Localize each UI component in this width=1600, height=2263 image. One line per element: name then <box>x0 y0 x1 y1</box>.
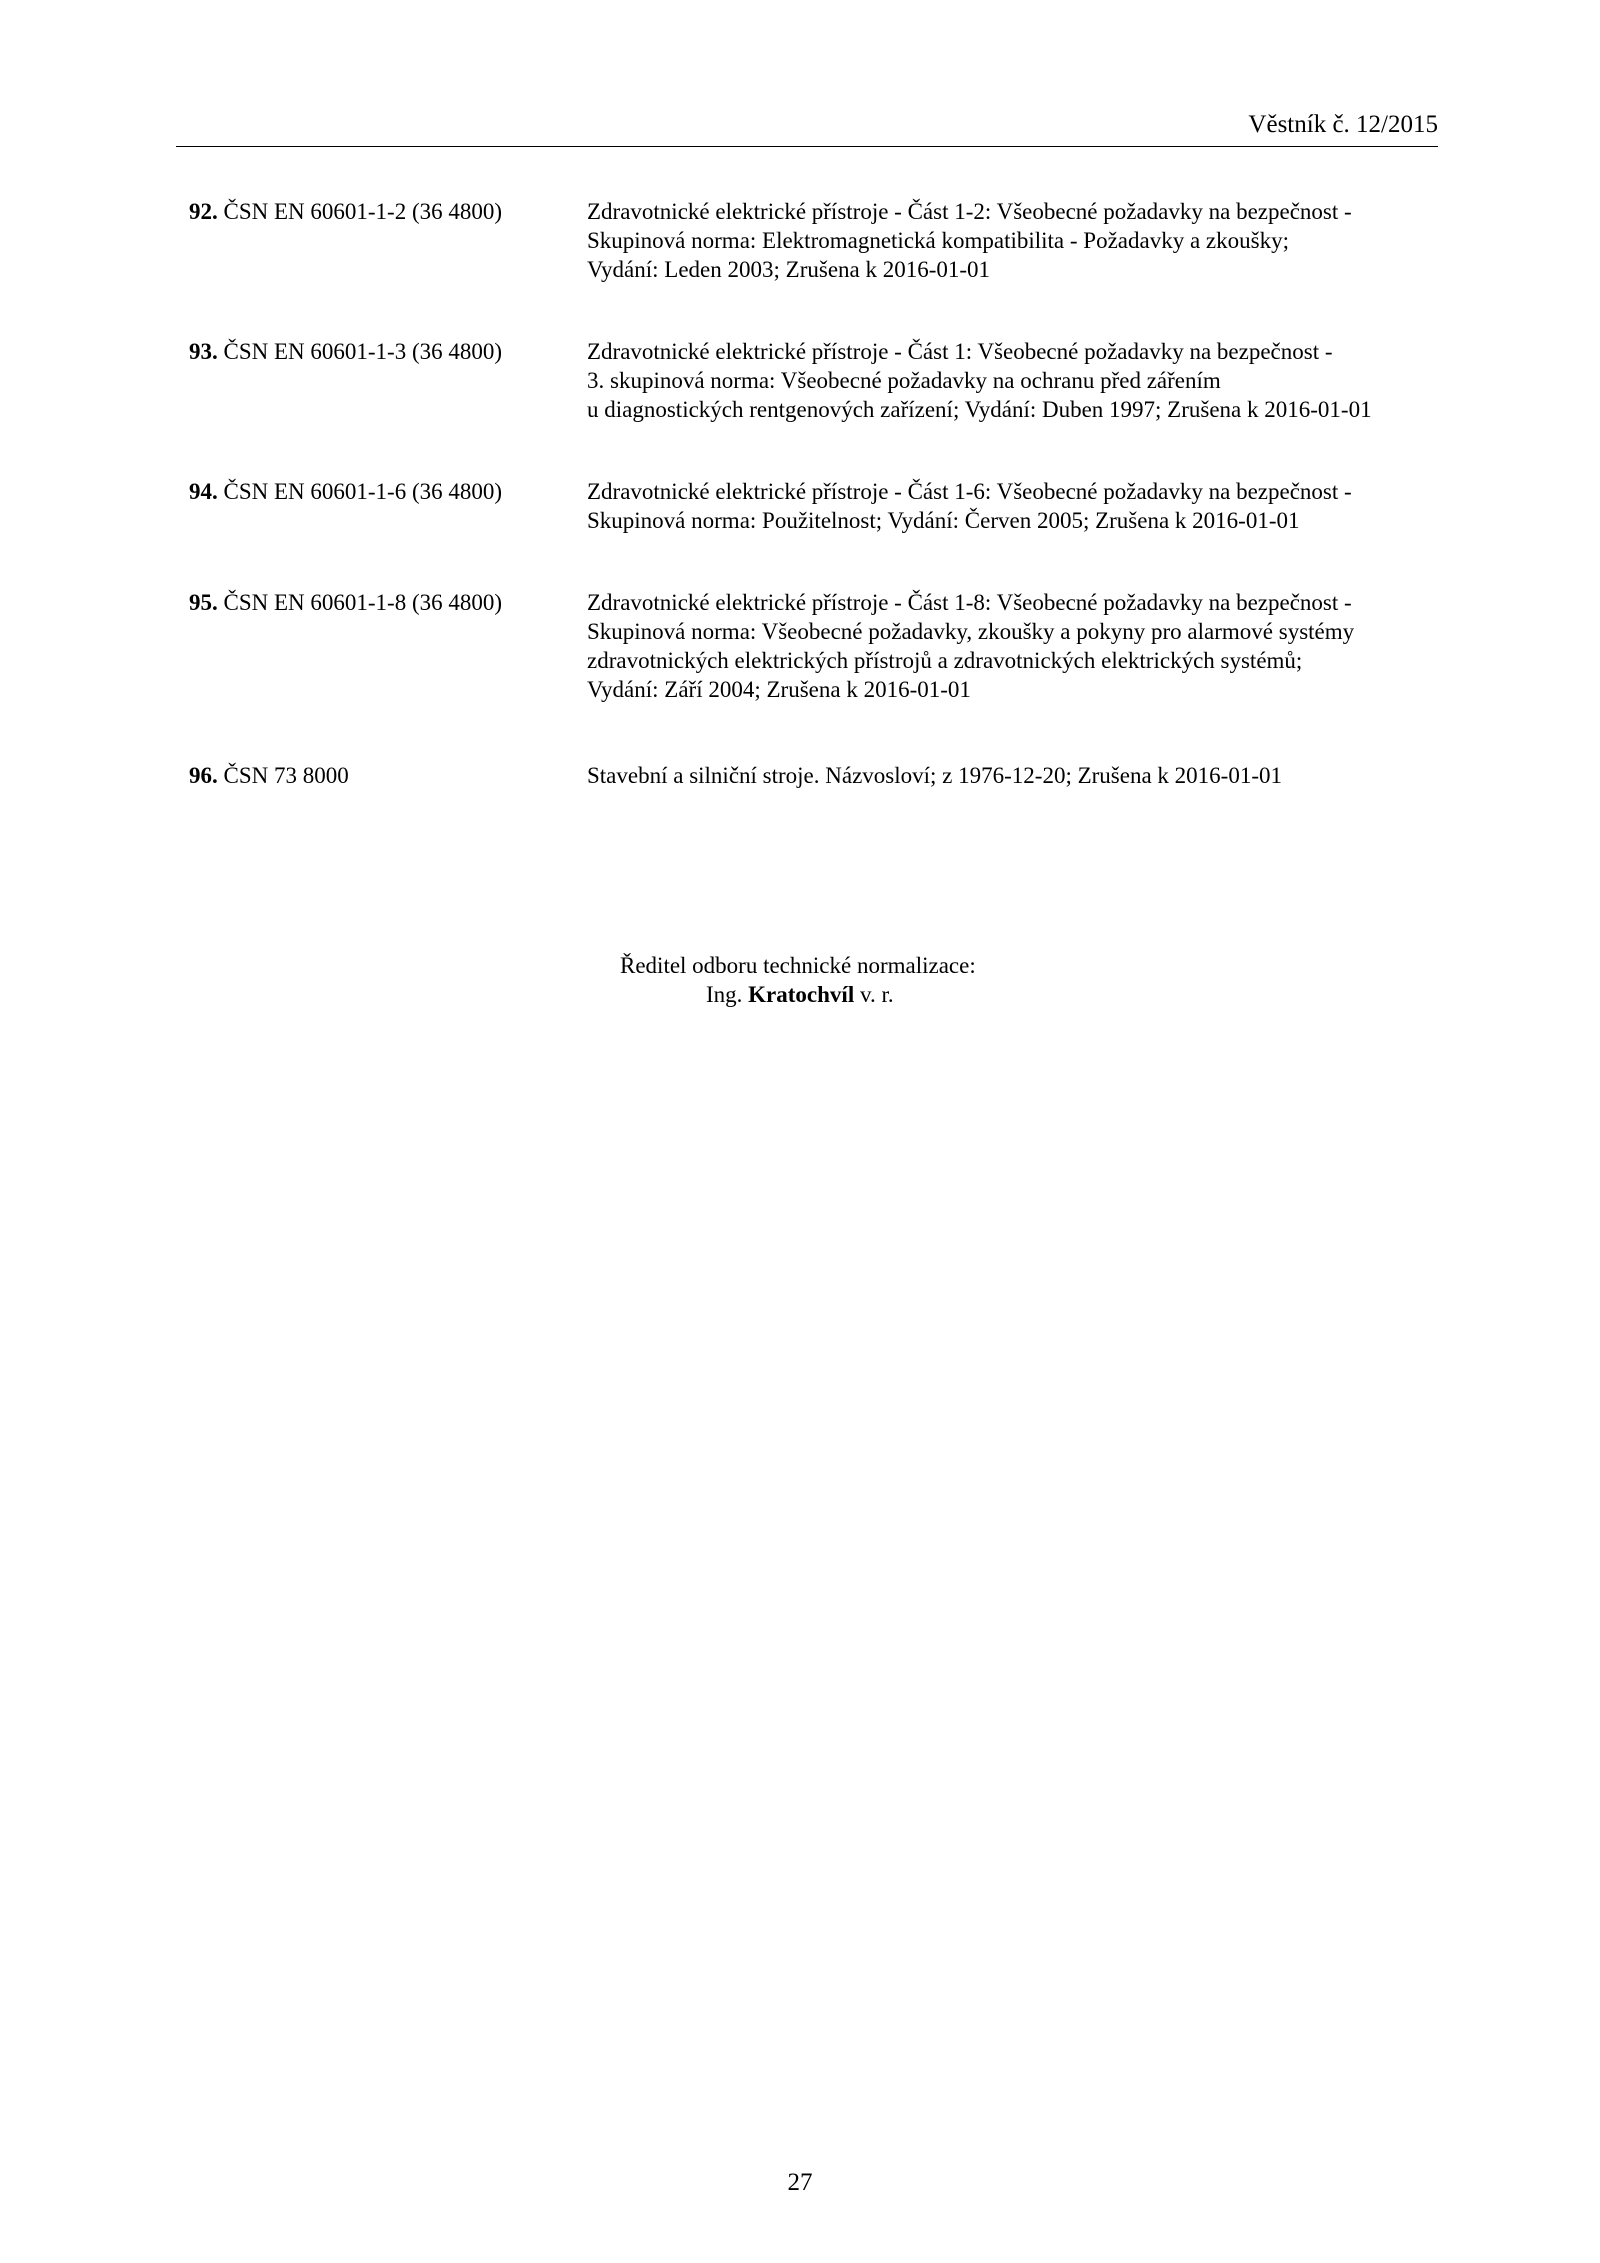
description-line: Vydání: Leden 2003; Zrušena k 2016-01-01 <box>587 257 991 282</box>
standard-description <box>587 197 1447 284</box>
description-line: Zdravotnické elektrické přístroje - Část 1: Všeobecné požadavky na bezpečnost - <box>587 339 1333 364</box>
description-line: Skupinová norma: Elektromagnetická kompatibilita - Požadavky a zkoušky; <box>587 228 1289 253</box>
description-line: Stavební a silniční stroje. Názvosloví; z 1976-12-20; Zrušena k 2016-01-01 <box>587 763 1282 788</box>
standard-code <box>189 477 502 506</box>
header-divider <box>176 146 1438 147</box>
standard-designation: ČSN EN 60601-1-8 (36 4800) <box>223 590 503 615</box>
signatory-surname: Kratochvíl <box>748 982 855 1007</box>
description-line: Skupinová norma: Všeobecné požadavky, zkoušky a pokyny pro alarmové systémy <box>587 619 1355 644</box>
description-line: Vydání: Září 2004; Zrušena k 2016-01-01 <box>587 677 971 702</box>
signatory-title: Ing. <box>706 982 743 1007</box>
signatory-suffix: v. r. <box>859 982 894 1007</box>
description-line: 3. skupinová norma: Všeobecné požadavky na ochranu před zářením <box>587 368 1221 393</box>
entry-number: 93. <box>189 339 218 364</box>
entry-number: 95. <box>189 590 218 615</box>
description-line: Zdravotnické elektrické přístroje - Část 1-8: Všeobecné požadavky na bezpečnost - <box>587 590 1352 615</box>
standard-description <box>587 337 1447 424</box>
signatory-name <box>706 980 976 1009</box>
standard-designation: ČSN EN 60601-1-6 (36 4800) <box>223 479 503 504</box>
standard-designation: ČSN EN 60601-1-2 (36 4800) <box>223 199 503 224</box>
entry-number: 96. <box>189 763 218 788</box>
signature-block <box>620 951 976 1009</box>
description-line: u diagnostických rentgenových zařízení; Vydání: Duben 1997; Zrušena k 2016-01-01 <box>587 397 1372 422</box>
standard-code <box>189 761 349 790</box>
description-line: Zdravotnické elektrické přístroje - Část 1-6: Všeobecné požadavky na bezpečnost - <box>587 479 1352 504</box>
standard-description <box>587 588 1447 704</box>
standard-description <box>587 477 1447 535</box>
bulletin-title: Věstník č. 12/2015 <box>1248 111 1438 138</box>
standard-designation: ČSN 73 8000 <box>223 763 349 788</box>
page-number: 27 <box>787 2169 813 2196</box>
standard-description <box>587 761 1447 790</box>
description-line: Zdravotnické elektrické přístroje - Část 1-2: Všeobecné požadavky na bezpečnost - <box>587 199 1352 224</box>
entry-number: 94. <box>189 479 218 504</box>
standard-code <box>189 588 502 617</box>
entry-number: 92. <box>189 199 218 224</box>
description-line: Skupinová norma: Použitelnost; Vydání: Červen 2005; Zrušena k 2016-01-01 <box>587 508 1300 533</box>
standard-designation: ČSN EN 60601-1-3 (36 4800) <box>223 339 503 364</box>
standard-code <box>189 197 502 226</box>
description-line: zdravotnických elektrických přístrojů a zdravotnických elektrických systémů; <box>587 648 1303 673</box>
signatory-role: Ředitel odboru technické normalizace: <box>620 953 976 978</box>
standard-code <box>189 337 502 366</box>
